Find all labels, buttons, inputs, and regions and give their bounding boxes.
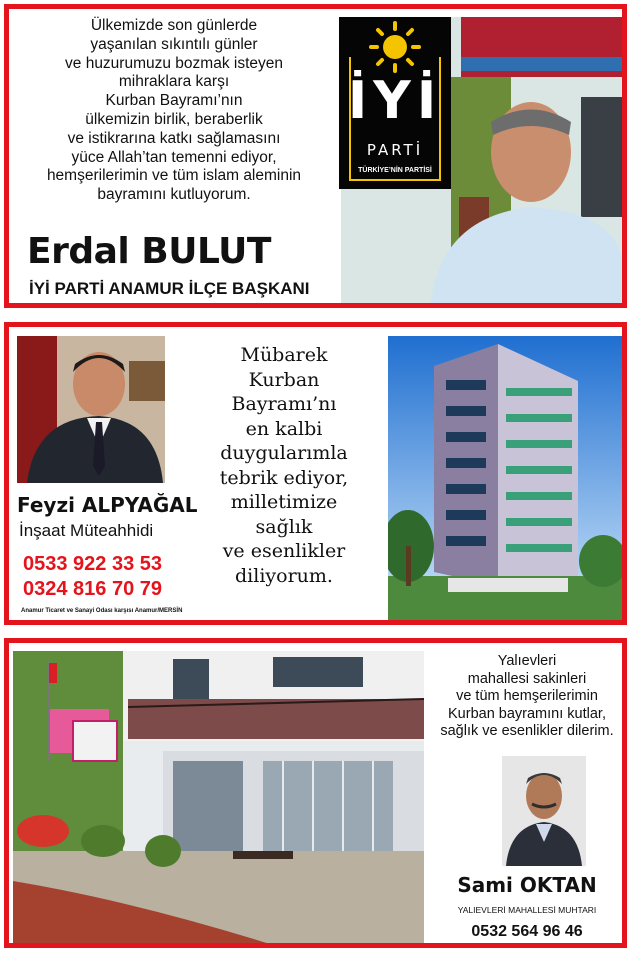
message-line: Kurban bayramını kutlar,	[448, 705, 606, 722]
person-role: İnşaat Müteahhidi	[19, 521, 154, 540]
message-line: sağlık	[255, 515, 313, 538]
logo-sub-text: PARTİ	[366, 141, 424, 159]
message-line: yaşanılan sıkıntılı günler	[90, 35, 258, 53]
message-line: Kurban Bayramı’nın	[105, 92, 243, 110]
message-line: mahallesi sakinleri	[467, 670, 587, 687]
greeting-message	[429, 653, 625, 741]
portrait-photo	[502, 756, 586, 866]
message-line: diliyorum.	[235, 564, 333, 587]
message-line: ve istikrarına katkı sağlamasını	[67, 129, 281, 147]
person-title: İYİ PARTİ ANAMUR İLÇE BAŞKANI	[29, 279, 310, 298]
message-line: tebrik ediyor,	[219, 466, 349, 489]
message-line: ve esenlikler	[222, 540, 346, 562]
greeting-ad-erdal-bulut	[4, 4, 627, 308]
logo-tagline: TÜRKİYE’NİN PARTİSİ	[358, 167, 432, 174]
logo-main-text: İYİ	[347, 71, 443, 131]
message-line: yüce Allah’tan temenni ediyor,	[71, 148, 277, 166]
message-line: Kurban	[248, 368, 320, 391]
message-line: mihraklara karşı	[118, 73, 230, 91]
address-text: Anamur Ticaret ve Sanayi Odası karşısı Anamur/MERSİN	[21, 608, 183, 614]
greeting-ad-feyzi-alpyagal	[4, 322, 627, 625]
greeting-ad-sami-oktan	[4, 638, 627, 948]
building-rendering	[388, 336, 622, 620]
greeting-message	[184, 343, 384, 588]
message-line: sağlık ve esenlikler dilerim.	[440, 723, 614, 739]
portrait-photo	[17, 336, 165, 483]
message-line: Mübarek	[240, 344, 328, 366]
storefront-photo	[13, 651, 424, 945]
phone-number: 0533 922 33 53	[23, 553, 163, 575]
message-line: ülkemizin birlik, beraberlik	[85, 110, 263, 128]
message-line: milletimize	[230, 491, 338, 513]
message-line: bayramını kutluyorum.	[97, 186, 251, 204]
message-line: Ülkemizde son günlerde	[90, 17, 258, 34]
message-line: Bayramı’nı	[231, 393, 337, 415]
person-name: Feyzi ALPYAĞAL	[17, 493, 198, 517]
message-line: en kalbi	[245, 417, 323, 440]
message-line: duygularımla	[220, 442, 348, 464]
person-role: YALIEVLERİ MAHALLESİ MUHTARI	[457, 905, 597, 915]
person-name: Erdal BULUT	[27, 231, 271, 272]
phone-number: 0324 816 70 79	[23, 578, 163, 600]
party-logo	[339, 17, 451, 189]
greeting-message	[19, 17, 329, 205]
person-name: Sami OKTAN	[457, 873, 597, 897]
message-line: ve huzurumuzu bozmak isteyen	[65, 54, 283, 72]
message-line: hemşerilerimin ve tüm islam aleminin	[46, 167, 302, 185]
message-line: ve tüm hemşerilerimin	[456, 688, 598, 704]
phone-number: 0532 564 96 46	[471, 923, 583, 940]
message-line: Yalıevleri	[497, 653, 557, 669]
